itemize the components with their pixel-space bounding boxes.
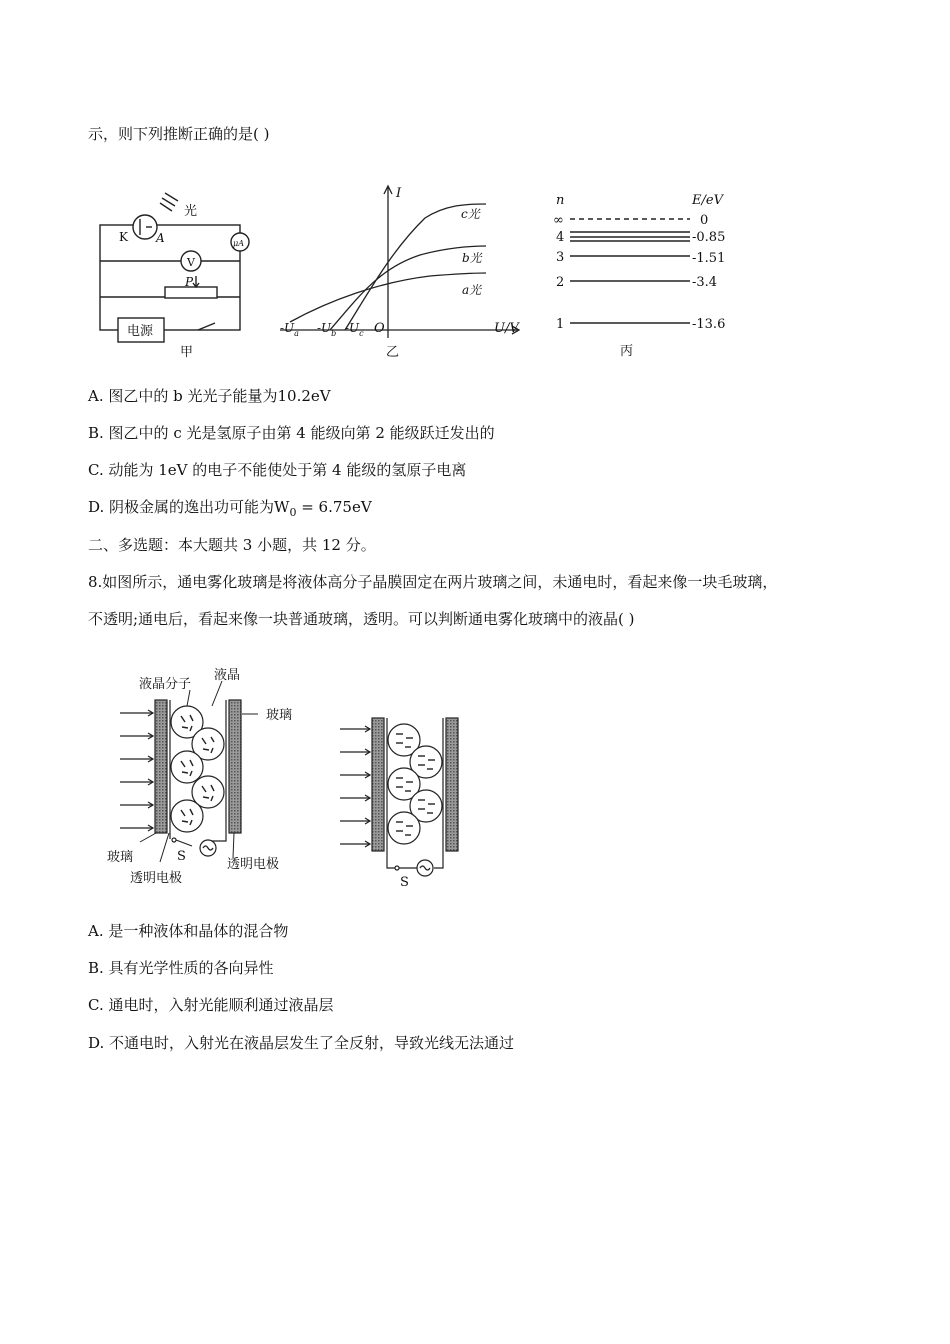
n-label: n	[556, 193, 565, 208]
q8-option-d: D. 不通电时，入射光在液晶层发生了全反射，导致光线无法通过	[88, 1034, 515, 1052]
lc-label: 液晶	[214, 668, 241, 683]
figure-yi-caption: 乙	[386, 345, 400, 360]
level-e-inf: 0	[700, 213, 709, 228]
microammeter-label: μA	[233, 239, 244, 248]
electrode-left-label: 透明电极	[130, 871, 183, 886]
question-7-stem-end: 示，则下列推断正确的是( )	[88, 125, 270, 143]
level-e-4: -0.85	[692, 230, 726, 245]
q8-option-c: C. 通电时，入射光能顺利通过液晶层	[88, 996, 334, 1014]
energy-label: E/eV	[692, 193, 723, 208]
switch-label-2: S	[400, 875, 409, 890]
figure-photoelectric	[0, 0, 950, 380]
curve-b-label: b光	[462, 251, 482, 265]
power-source-label: 电源	[127, 324, 154, 339]
left-glass-1	[155, 700, 167, 833]
slider-label: P	[185, 275, 194, 289]
q8-option-b: B. 具有光学性质的各向异性	[88, 959, 274, 977]
q7-option-d: D. 阴极金属的逸出功可能为$W_0 = 6.75eV$	[88, 498, 372, 519]
level-n-inf: ∞	[553, 213, 564, 228]
level-e-3: -1.51	[692, 251, 726, 266]
glass-left-label: 玻璃	[107, 850, 134, 865]
level-n-1: 1	[556, 317, 565, 332]
phototube	[133, 215, 157, 239]
light-label: 光	[184, 204, 198, 219]
voltmeter-label: V	[187, 256, 195, 269]
anode-label: A	[156, 231, 165, 245]
figure-jia-caption: 甲	[180, 345, 194, 360]
curve-c-label: c光	[461, 207, 480, 221]
ua-label: $-U_a$	[280, 321, 299, 338]
i-axis-label: I	[396, 186, 402, 201]
curve-c	[345, 204, 486, 330]
lc-molecule-label: 液晶分子	[139, 677, 192, 692]
u-axis-label: U/V	[494, 321, 519, 336]
origin-label: O	[374, 321, 385, 336]
left-glass-2	[372, 718, 384, 851]
level-e-1: -13.6	[692, 317, 726, 332]
cathode-label: K	[119, 230, 128, 244]
level-e-2: -3.4	[692, 275, 718, 290]
right-glass-2	[446, 718, 458, 851]
electrode-right-label: 透明电极	[227, 857, 280, 872]
curve-a-label: a光	[462, 283, 482, 297]
question-8-stem-1: 8.如图所示，通电雾化玻璃是将液体高分子晶膜固定在两片玻璃之间，未通电时，看起来像一块毛玻璃，	[88, 573, 778, 591]
switch-label-1: S	[177, 849, 186, 864]
q7-option-c: C. 动能为 1eV 的电子不能使处于第 4 能级的氢原子电离	[88, 461, 467, 479]
level-n-3: 3	[556, 250, 565, 265]
level-n-2: 2	[556, 275, 565, 290]
q7-option-a: A. 图乙中的 b 光光子能量为10.2eV	[88, 387, 331, 405]
figure-liquid-crystal	[0, 650, 950, 910]
question-8-stem-2: 不透明;通电后，看起来像一块普通玻璃，透明。可以判断通电雾化玻璃中的液晶( )	[88, 610, 635, 628]
glass-right-label: 玻璃	[266, 708, 293, 723]
level-n-4: 4	[556, 230, 565, 245]
figure-bing-caption: 丙	[620, 344, 634, 359]
uc-label: $-U_c$	[345, 321, 364, 338]
ub-label: $-U_b$	[317, 321, 337, 338]
right-glass-1	[229, 700, 241, 833]
q7-option-b: B. 图乙中的 c 光是氢原子由第 4 能级向第 2 能级跃迁发出的	[88, 424, 495, 442]
q8-option-a: A. 是一种液体和晶体的混合物	[88, 922, 289, 940]
section-2-heading: 二、多选题：本大题共 3 小题，共 12 分。	[88, 536, 376, 554]
